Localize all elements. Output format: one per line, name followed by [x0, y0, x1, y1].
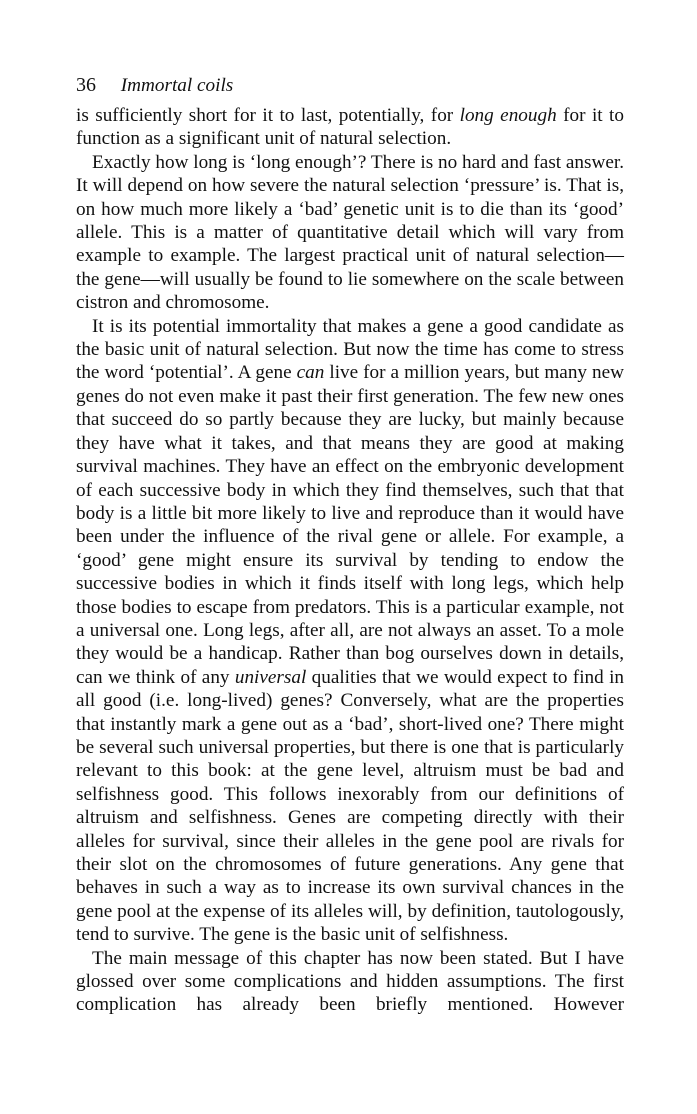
- emphasis: long enough: [459, 105, 557, 126]
- paragraph: The main message of this chapter has now been stated. But I have glossed over some complications and hidden assumptions. The first complication has already been briefly mentioned. However: [76, 947, 624, 1016]
- emphasis: universal: [234, 666, 307, 688]
- text-span: qualities that we would expect to find in all good (i.e. long-lived) genes? Conversely, what are the properties that instantly mark a gene out as a ‘bad’, short-lived one? There might be several such universal properties, but there is one that is particularly relevant to this book: at the gene level, altruism must be bad and selfishness good. This follows inexorably from our definitions of altruism and selfishness. Genes are competing directly with their alleles for survival, since their alleles in the gene pool are rivals for their slot on the chromosomes of future generations. Any gene that behaves in such a way as to increase its own survival chances in the gene pool at the expense of its alleles will, by definition, tautologously, tend to survive. The gene is the basic unit of selfishness.: [76, 666, 624, 946]
- body-text: [76, 104, 624, 1017]
- book-page: [76, 70, 624, 1017]
- paragraph: Exactly how long is ‘long enough’? There is no hard and fast answer. It will depend on how severe the natural selection ‘pressure’ is. That is, on how much more likely a ‘bad’ genetic unit is to die than its ‘good’ allele. This is a matter of quantitative detail which will vary from example to example. The largest practical unit of natural selection—the gene—will usually be found to lie somewhere on the scale between cistron and chromosome.: [76, 151, 624, 314]
- page-number: 36: [76, 74, 96, 96]
- text-span: It is its potential immortality that makes a gene a good candidate as the basic unit of natural selection. But now the time has come to stress the word ‘potential’. A gene: [76, 315, 624, 384]
- text-span: is sufficiently short for it to last, potentially, for: [76, 105, 460, 126]
- text-span: for it to function as a significant unit of natural selection.: [76, 105, 624, 150]
- emphasis: can: [296, 362, 325, 384]
- paragraph: [76, 315, 624, 947]
- text-span: live for a million years, but many new genes do not even make it past their first generation. The few new ones that succeed do so partly because they are lucky, but mainly because they have what it takes, and that means they are good at making survival machines. They have an effect on the embryonic development of each successive body in which they find themselves, such that that body is a little bit more likely to live and reproduce than it would have been under the influence of the rival gene or allele. For example, a ‘good’ gene might ensure its survival by tending to endow the successive bodies in which it finds itself with long legs, which help those bodies to escape from predators. This is a particular example, not a universal one. Long legs, after all, are not always an asset. To a mole they would be a handicap. Rather than bog ourselves down in details, can we think of any: [76, 362, 624, 688]
- running-title: Immortal coils: [120, 75, 234, 96]
- running-head: [76, 70, 624, 100]
- paragraph: [76, 104, 624, 151]
